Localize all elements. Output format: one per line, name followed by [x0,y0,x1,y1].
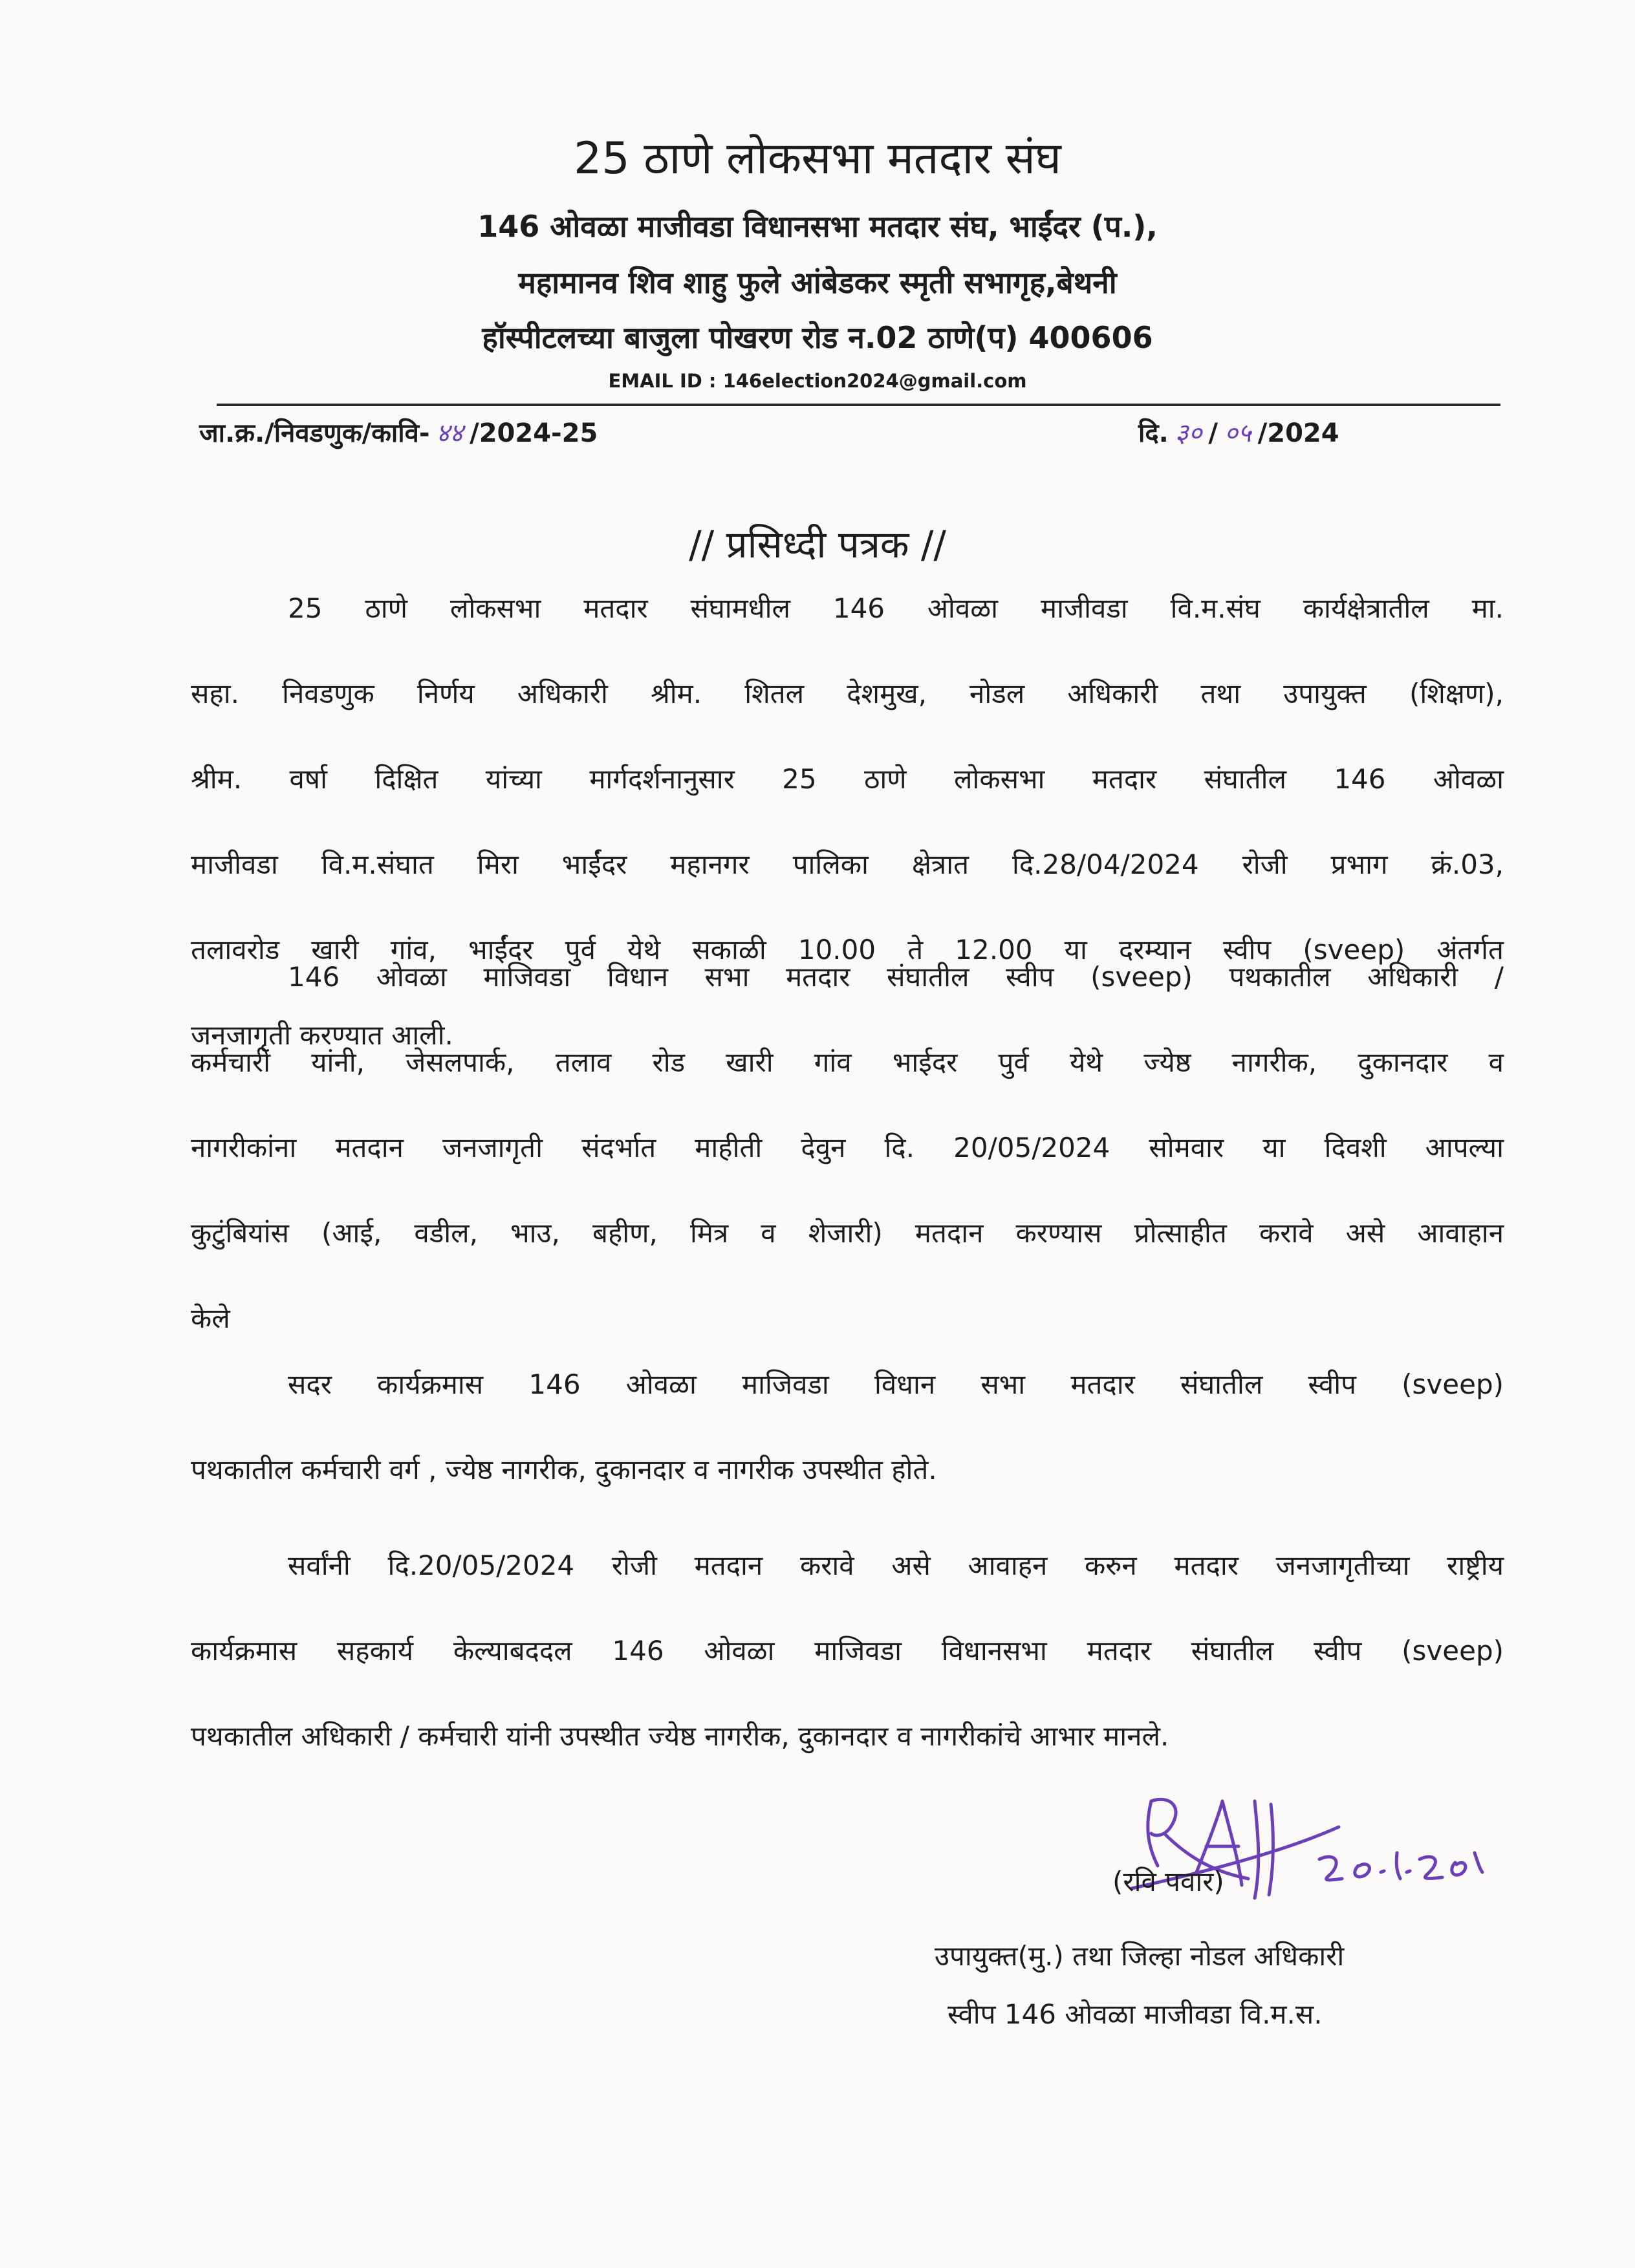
reference-number-handwritten: ४४ [436,418,464,448]
signatory-name: (रवि पवार) [1112,1866,1224,1897]
date-month-handwritten: ०५ [1224,418,1251,448]
reference-suffix: /2024-25 [470,418,598,448]
paragraph-line: जनजागृती करण्यात आली. [191,1019,453,1051]
paragraph-line: पथकातील अधिकारी / कर्मचारी यांनी उपस्थीत ज्येष्ठ नागरीक, दुकानदार व नागरीकांचे आभार मानले. [191,1720,1169,1752]
header-address-line-1: 146 ओवळा माजीवडा विधानसभा मतदार संघ, भाईंदर (प.), [477,209,1158,244]
constituency-title: 25 ठाणे लोकसभा मतदार संघ [574,133,1061,184]
date-day-handwritten: ३० [1175,418,1202,448]
signatory-designation-1: उपायुक्त(मु.) तथा जिल्हा नोडल अधिकारी [935,1940,1345,1972]
paragraph-line: सर्वांनी दि.20/05/2024 रोजी मतदान करावे असे आवाहन करुन मतदार जनजागृतीच्या राष्ट्रीय [288,1550,1504,1581]
paragraph-line: 146 ओवळा माजिवडा विधान सभा मतदार संघातील स्वीप (sveep) पथकातील अधिकारी / [288,961,1504,993]
signatory-designation-2: स्वीप 146 ओवळा माजीवडा वि.म.स. [947,1998,1323,2030]
paragraph-2 [191,934,1504,1361]
paragraph-line: सहा. निवडणुक निर्णय अधिकारी श्रीम. शितल देशमुख, नोडल अधिकारी तथा उपायुक्त (शिक्षण), [191,678,1504,709]
paragraph-line: कुटुंबियांस (आई, वडील, भाउ, बहीण, मित्र व शेजारी) मतदान करण्यास प्रोत्साहीत करावे असे आवाहान [191,1217,1504,1249]
paragraph-line: नागरीकांना मतदान जनजागृती संदर्भात माहीती देवुन दि. 20/05/2024 सोमवार या दिवशी आपल्या [191,1132,1504,1163]
paragraph-line: पथकातील कर्मचारी वर्ग , ज्येष्ठ नागरीक, दुकानदार व नागरीक उपस्थीत होते. [191,1454,937,1485]
document-title: // प्रसिध्दी पत्रक // [689,523,946,567]
paragraph-3 [191,1342,1504,1513]
paragraph-line: केले [191,1302,230,1334]
paragraph-line: सदर कार्यक्रमास 146 ओवळा माजिवडा विधान सभा मतदार संघातील स्वीप (sveep) [288,1368,1504,1400]
header-address-line-3: हॉस्पीटलच्या बाजुला पोखरण रोड न.02 ठाणे(प) 400606 [482,320,1153,355]
reference-prefix: जा.क्र./निवडणुक/कावि- [199,418,430,448]
paragraph-4 [191,1523,1504,1779]
paragraph-line: तलावरोड खारी गांव, भाईंदर पुर्व येथे सकाळी 10.00 ते 12.00 या दरम्यान स्वीप (sveep) अंतर्गत [191,934,1504,966]
header-email: EMAIL ID : 146election2024@gmail.com [608,370,1027,392]
paragraph-line: माजीवडा वि.म.संघात मिरा भाईंदर महानगर पालिका क्षेत्रात दि.28/04/2024 रोजी प्रभाग क्रं.03, [191,848,1504,880]
date-prefix: दि. [1138,418,1169,448]
paragraph-line: कर्मचारी यांनी, जेसलपार्क, तलाव रोड खारी गांव भाईदर पुर्व येथे ज्येष्ठ नागरीक, दुकानदार व [191,1046,1504,1078]
date-suffix: /2024 [1257,418,1339,448]
date-separator: / [1208,418,1218,448]
reference-date [1138,414,1339,449]
paragraph-line: 25 ठाणे लोकसभा मतदार संघामधील 146 ओवळा माजीवडा वि.म.संघ कार्यक्षेत्रातील मा. [288,592,1504,624]
paragraph-line: श्रीम. वर्षा दिक्षित यांच्या मार्गदर्शनानुसार 25 ठाणे लोकसभा मतदार संघातील 146 ओवळा [191,763,1504,795]
header-address-line-2: महामानव शिव शाहु फुले आंबेडकर स्मृती सभागृह,बेथनी [518,265,1117,300]
reference-number [199,414,598,449]
header-divider [217,404,1500,406]
paragraph-line: कार्यक्रमास सहकार्य केल्याबददल 146 ओवळा माजिवडा विधानसभा मतदार संघातील स्वीप (sveep) [191,1635,1504,1667]
